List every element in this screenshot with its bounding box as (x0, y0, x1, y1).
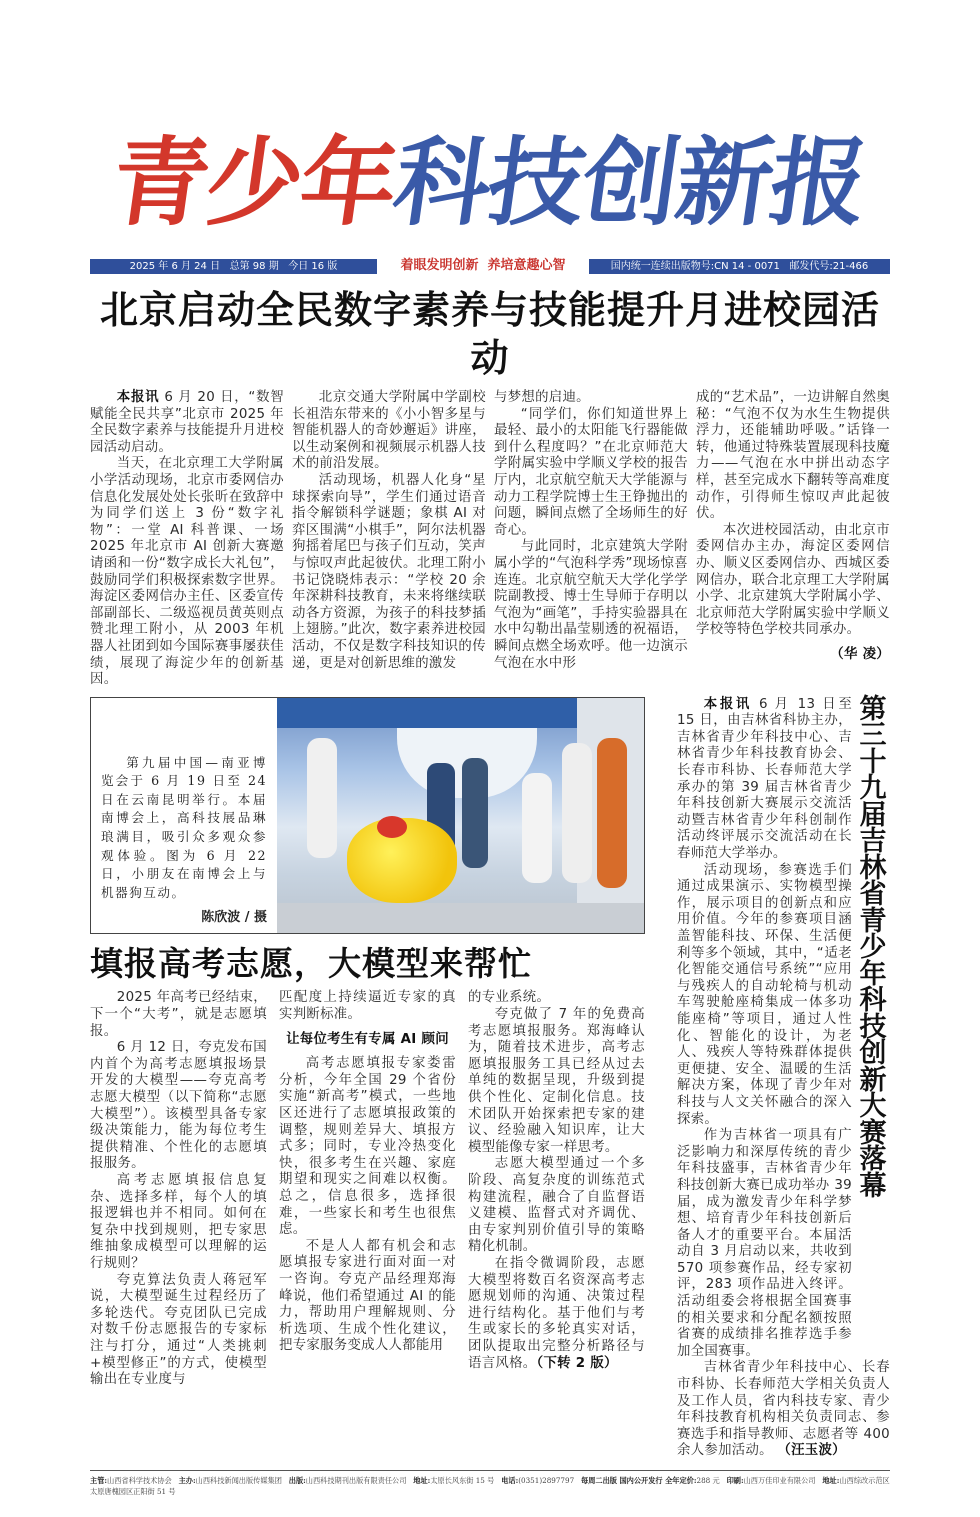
lower-section (90, 693, 890, 1460)
photo-caption: 第九届中国—南亚博览会于 6 月 19 日至 24 日在云南昆明举行。本届南博会上，高科技展品琳琅满目，吸引众多观众参观体验。图为 6 月 22 日，小朋友在南博会上与机器狗互动。 (101, 754, 267, 900)
article2-column-3 (468, 990, 645, 1388)
paragraph: 6 月 12 日，夸克发布国内首个为高考志愿填报场景开发的大模型——夸克高考志愿大模型（以下简称“志愿大模型”）。该模型具备专家级决策能力，能为每位考生提供精准、个性化的志愿填报服务。 (90, 1040, 267, 1172)
paragraph: 与梦想的启迪。 (494, 390, 590, 405)
jilin-article-headline: 第三十九届吉林省青少年科技创新大赛落幕 (859, 693, 887, 1202)
jilin-article-top (677, 693, 890, 1361)
paragraph: “同学们，你们知道世界上最轻、最小的太阳能飞行器能做到什么程度吗？”在北京师范大学附属实验中学顺义学校的报告厅内，北京航空航天大学能源与动力工程学院博士生王铮抛出的问题，瞬间点燃了全场师生的好奇心。 (494, 406, 688, 538)
photo-box (90, 697, 645, 935)
article1-column-3 (494, 390, 688, 689)
lower-left (90, 697, 645, 1389)
lower-right (677, 693, 890, 1460)
article1-body (90, 390, 890, 689)
paragraph: 匹配度上持续逼近专家的真实判断标准。 (279, 990, 456, 1023)
article2-column-1 (90, 990, 267, 1388)
slogan: 着眼发明创新 养培意趣心智 (400, 258, 566, 273)
paragraph: 北京交通大学附属中学副校长祖浩东带来的《小小智多星与智能机器人的奇妙邂逅》讲座，以生动案例和视频展示机器人技术的前沿发展。 (292, 390, 486, 472)
paragraph: 不是人人都有机会和志愿填报专家进行面对面一对一咨询。夸克产品经理郑海峰说，他们希望通过 AI 的能力，帮助用户理解规则、分析选项、生成个性化建议，把专家服务变成人人都能用 (279, 1238, 456, 1354)
paragraph: 本报讯 6 月 13 日至 15 日，由吉林省科协主办，吉林省青少年科技中心、吉林省青少年科技教育协会、长春市科协、长春师范大学承办的第 39 届吉林省青少年科技创新大赛展示交流活动暨吉林省青少年科创制作活动终评展示交流活动在长春师范大学举办。 (677, 696, 853, 862)
paragraph: 高考志愿填报专家娄雷分析，今年全国 29 个省份实施“新高考”模式，一些地区还进行了志愿填报政策的调整，规则差异大、填报方式多；同时，专业冷热变化快，很多考生在兴趣、家庭期望和现实之间难以权衡。总之，信息很多，选择很难，一些家长和考生也很焦虑。 (279, 1056, 456, 1238)
paragraph: 本次进校园活动，由北京市委网信办主办，海淀区委网信办、顺义区委网信办、西城区委网信办，联合北京理工大学附属小学、北京建筑大学附属小学、北京师范大学附属实验中学顺义学校等特色学校共同承办。 (696, 522, 890, 638)
lead-label: 本报讯 (116, 390, 160, 405)
issue-info-bar: 2025 年 6 月 24 日 总第 98 期 今日 16 版 (90, 259, 377, 274)
article2-body (90, 990, 645, 1388)
paragraph: 活动现场，参赛选手们通过成果演示、实物模型操作，展示项目的创新点和应用价值。今年的参赛项目涵盖智能科技、环保、生活便利等多个领域，其中，“适老化智能交通信号系统”“应用与残疾人的自动轮椅与机动车驾驶舱座椅集成一体多功能座椅”等项目，通过人性化、智能化的设计，为老人、残疾人等特殊群体提供更便捷、安全、温暖的生活解决方案，体现了青少年对科技与人文关怀融合的深入探索。 (677, 862, 852, 1127)
publication-number-bar: 国内统一连续出版物号:CN 14 - 0071 邮发代号:21-466 (589, 259, 890, 274)
masthead-title-blue: 科技创新报 (387, 125, 873, 239)
continued-note: （下转 2 版） (536, 1355, 618, 1371)
article1-column-1 (90, 390, 284, 689)
paragraph: 夸克算法负责人蒋冠军说，大模型诞生过程经历了多轮迭代。夸克团队已完成对数千份志愿报告的专家标注与打分，通过“人类挑刺+模型修正”的方式，使模型输出在专业度与 (90, 1272, 267, 1388)
paragraph: 志愿大模型通过一个多阶段、高复杂度的训练范式构建流程，融合了自监督语义建模、监督式对齐调优、由专家判别价值引导的策略精化机制。 (468, 1156, 645, 1255)
masthead-title-red: 青少年 (105, 125, 403, 239)
footer-imprint: 主管:山西省科学技术协会 主办:山西科技新闻出版传媒集团 出版:山西科技期刊出版有限责任公司 地址:太原长风东街 15 号 电话:(0351)2897797 每周二出版 国内公开发行 全年定价:288 元 印刷:山西万佳印业有限公司 地址:山西综改示范区太原唐槐园区正阳街 51 号 (90, 1470, 890, 1497)
photo-credit: 陈欣波 / 摄 (201, 910, 267, 926)
article1-column-2 (292, 390, 486, 689)
paragraph: 在指令微调阶段，志愿大模型将数百名资深高考志愿规划师的沟通、决策过程进行结构化。基于他们与考生或家长的多轮真实对话，团队提取出完整分析路径与语言风格。（下转 2 版） (468, 1255, 645, 1371)
paragraph: 当天，在北京理工大学附属小学活动现场，北京市委网信办信息化发展处处长张昕在致辞中为同学们送上 3 份“数字礼物”：一堂 AI 科普课、一场 2025 年北京市 AI 创新大赛邀请函和一份“数字成长大礼包”，鼓励同学们积极探索数字世界。海淀区委网信办主任、区委宣传部副部长、二级巡视员黄英则点赞北理工附小，从 2003 年机器人社团到如今国际赛事屡获佳绩，展现了海淀少年的创新基因。 (90, 456, 284, 688)
byline: （汪玉波） (777, 1443, 846, 1459)
paragraph: 成的“艺术品”，一边讲解自然奥秘：“气泡不仅为水生生物提供浮力，还能辅助呼吸。”话锋一转，他通过特殊装置展现科技魔力——气泡在水中拼出动态字样，甚至完成水下翻转等高难度动作，引得师生惊叹声此起彼伏。 (696, 390, 890, 522)
paragraph: 2025 年高考已经结束，下一个“大考”，就是志愿填报。 (90, 990, 267, 1039)
paragraph: 吉林省青少年科技中心、长春市科协、长春师范大学相关负责人及工作人员，省内科技专家、青少年科技教育机构相关负责同志、参赛选手和指导教师、志愿者等 400 余人参加活动。 （汪玉波） (677, 1360, 890, 1459)
paragraph: 的专业系统。 (468, 990, 551, 1006)
paragraph: 本报讯 6 月 20 日，“数智赋能全民共享”北京市 2025 年全民数字素养与技能提升月进校园活动启动。 (90, 390, 285, 455)
article1-column-4 (696, 390, 890, 689)
article1-headline: 北京启动全民数字素养与技能提升月进校园活动 (99, 288, 880, 380)
lead-label: 本报讯 (703, 696, 752, 712)
masthead-logo (79, 100, 900, 250)
paragraph: 高考志愿填报信息复杂、选择多样，每个人的填报逻辑也并不相同。如何在复杂中找到规则，把专家思维抽象成模型可以理解的运行规则？ (90, 1172, 267, 1271)
paragraph: 活动现场，机器人化身“星球探索向导”，学生们通过语音指令解锁科学谜题；象棋 AI 对弈区围满“小棋手”，阿尔法机器狗摇着尾巴与孩子们互动，笑声与惊叹声此起彼伏。北理工附小书记饶晓炜表示：“学校 20 余年深耕科技教育，未来将继续联动各方资源，为孩子的科技梦插上翅膀。”此次，数字素养进校园活动，不仅是数字科技知识的传递，更是对创新思维的激发 (292, 472, 486, 671)
paragraph: 作为吉林省一项具有广泛影响力和深厚传统的青少年科技盛事，吉林省青少年科技创新大赛已成功举办 39 届，成为激发青少年科学梦想、培育青少年科技创新后备人才的重要平台。本届活动自 3 月启动以来，共收到 570 项参赛作品，经专家初评，283 项作品进入终评。活动组委会将根据全国赛事的相关要求和分配名额按照省赛的成绩排名推荐选手参加全国赛事。 (677, 1128, 852, 1359)
article2-column-2 (279, 990, 456, 1388)
article2-headline: 填报高考志愿，大模型来帮忙 (90, 944, 532, 984)
byline: （华 凌） (830, 646, 890, 662)
paragraph: 夸克做了 7 年的免费高考志愿填报服务。郑海峰认为，随着技术进步，高考志愿填报服务工具已经从过去单纯的数据呈现，升级到提供个性化、定制化信息。技术团队开始探索把专家的建议、经验融入知识库，让大模型能像专家一样思考。 (468, 1007, 645, 1155)
caption-area (91, 698, 277, 934)
photo-robot-dog-expo (277, 698, 644, 934)
jilin-article-final-paragraph (677, 1360, 890, 1460)
subheading: 让每位考生有专属 AI 顾问 (286, 1031, 449, 1047)
jilin-article-body (677, 697, 852, 1361)
info-bar (90, 256, 890, 276)
paragraph: 与此同时，北京建筑大学附属小学的“气泡科学秀”现场惊喜连连。北京航空航天大学化学学院副教授、博士生导师于存明以气泡为“画笔”，手持实验器具在水中勾勒出晶莹剔透的祝福语，瞬间点燃全场欢呼。他一边演示气泡在水中形 (494, 539, 688, 671)
